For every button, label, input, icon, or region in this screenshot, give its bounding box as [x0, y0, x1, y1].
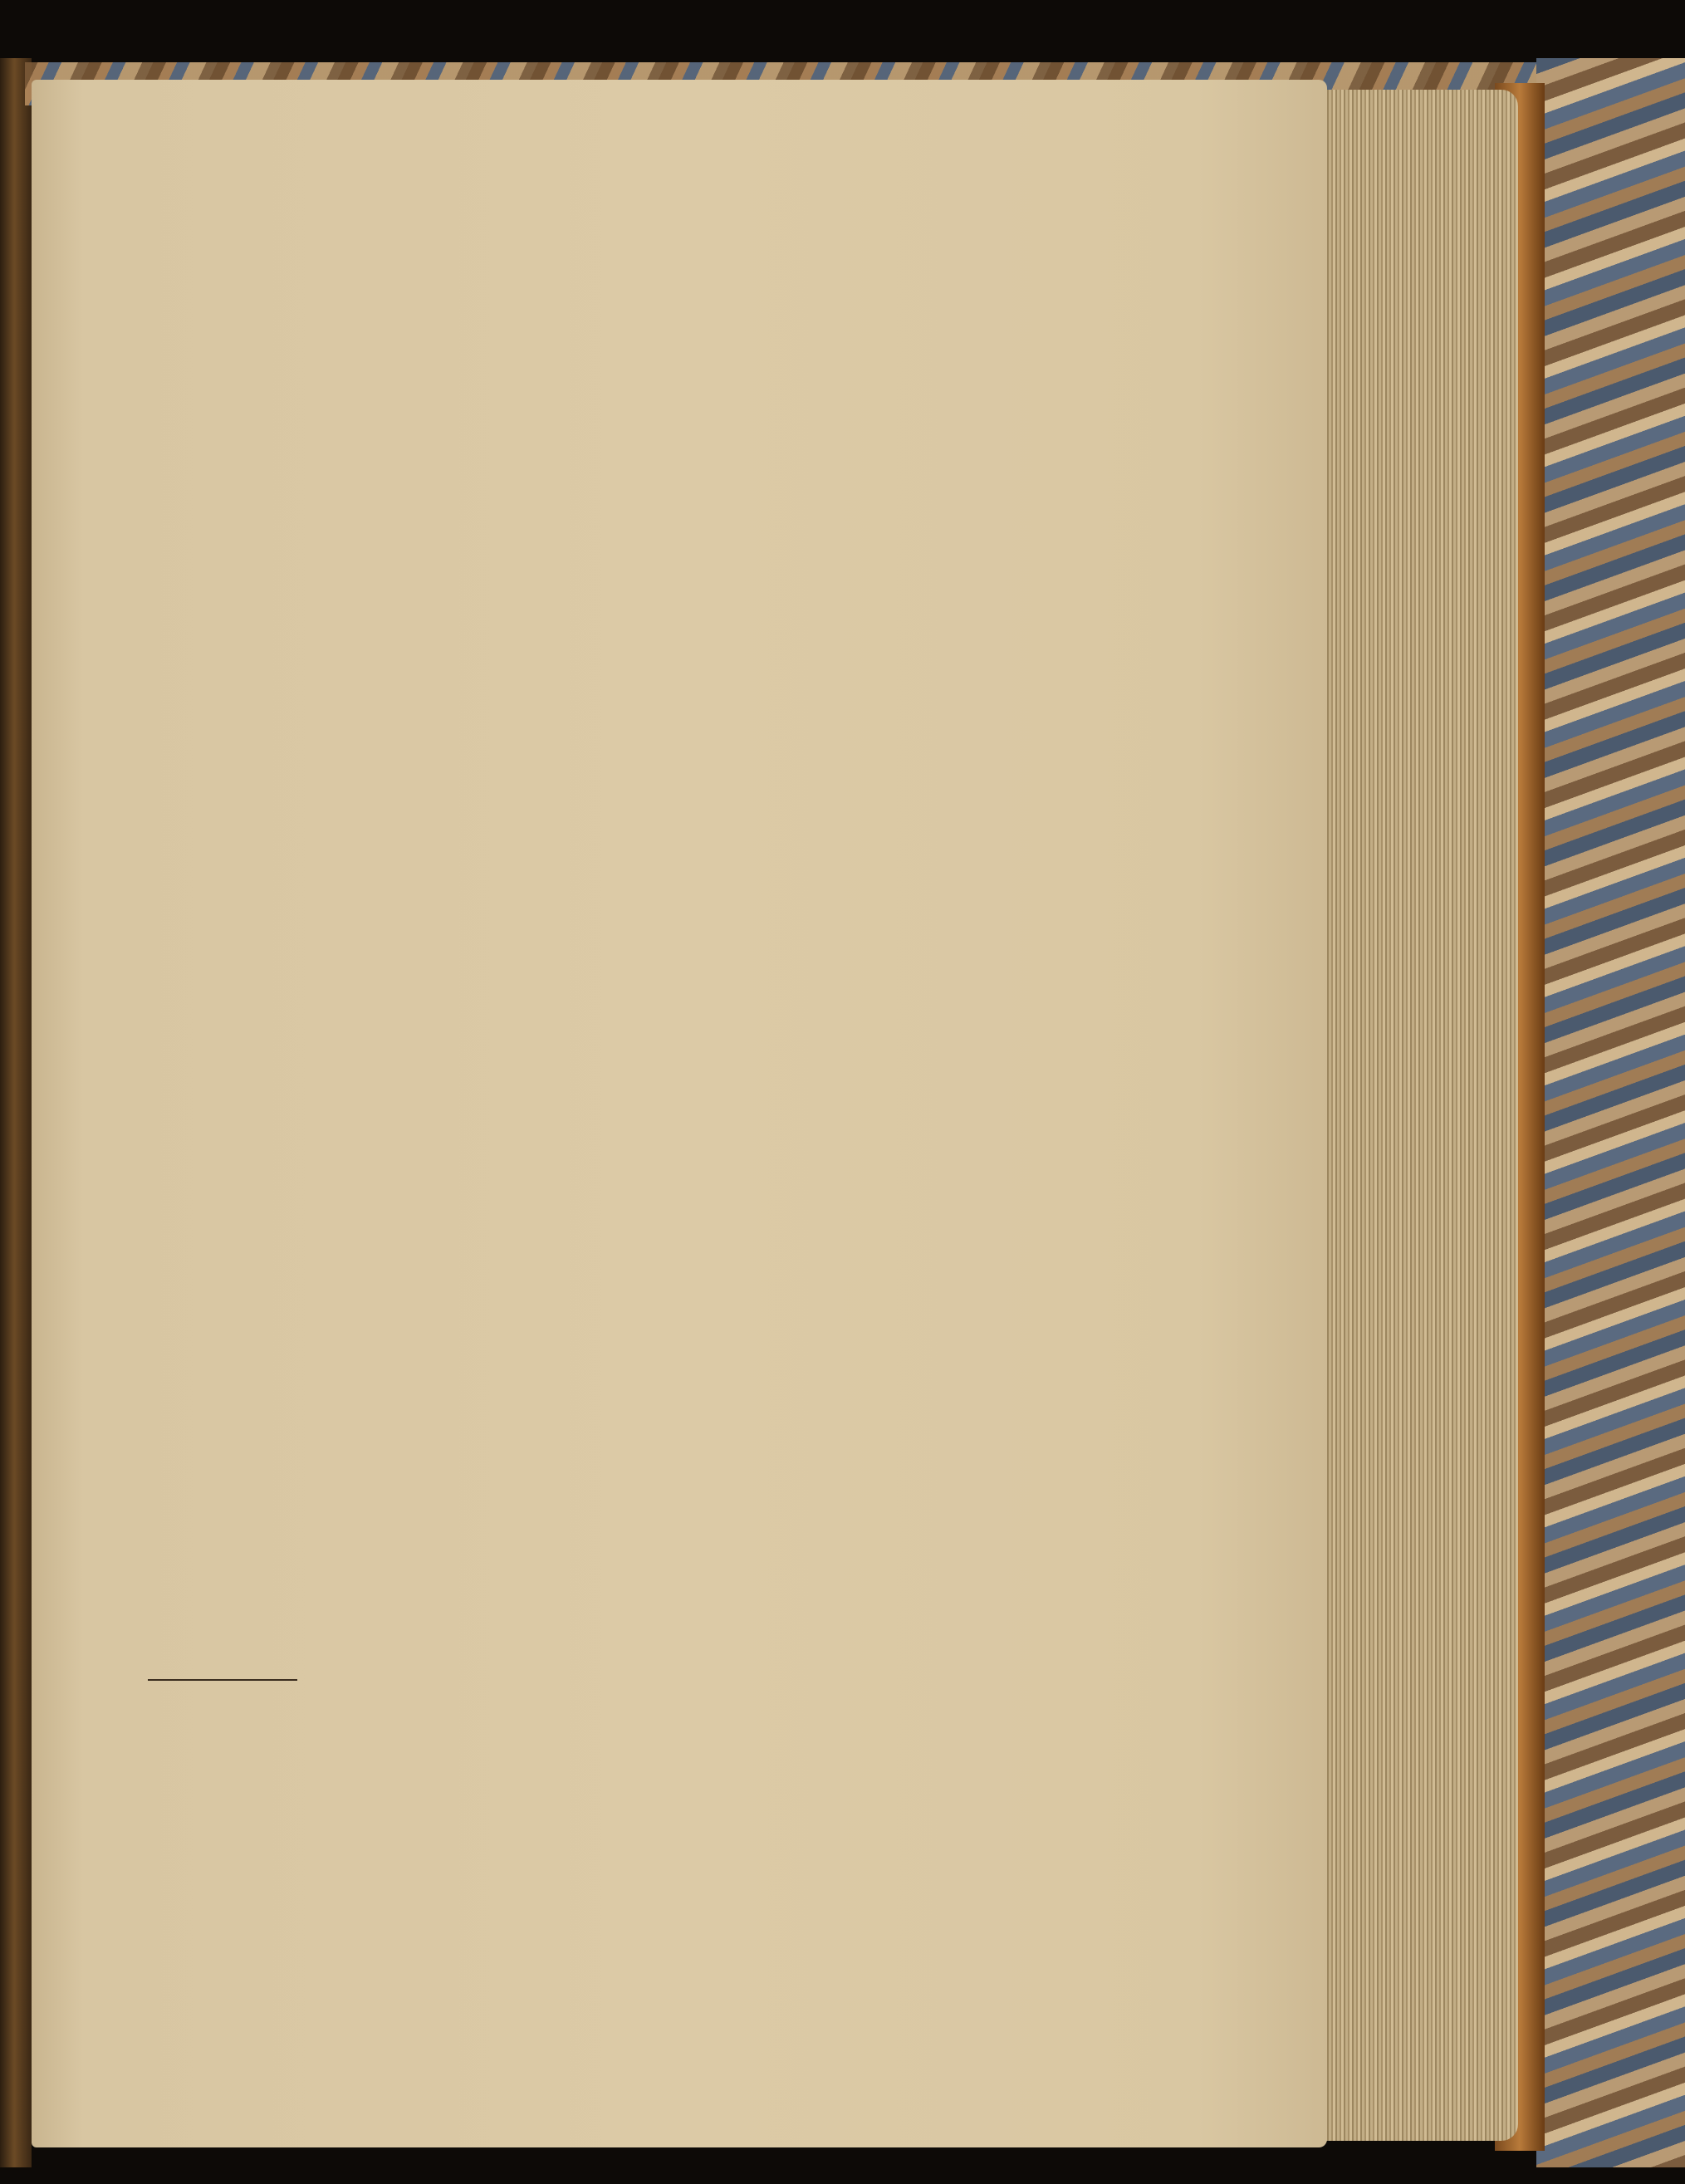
page-block-edges	[1319, 90, 1518, 2141]
book-spine-left	[0, 58, 32, 2167]
book-page	[32, 80, 1327, 2147]
marbled-cover-right	[1536, 58, 1685, 2167]
footnote-divider	[148, 1679, 297, 1681]
